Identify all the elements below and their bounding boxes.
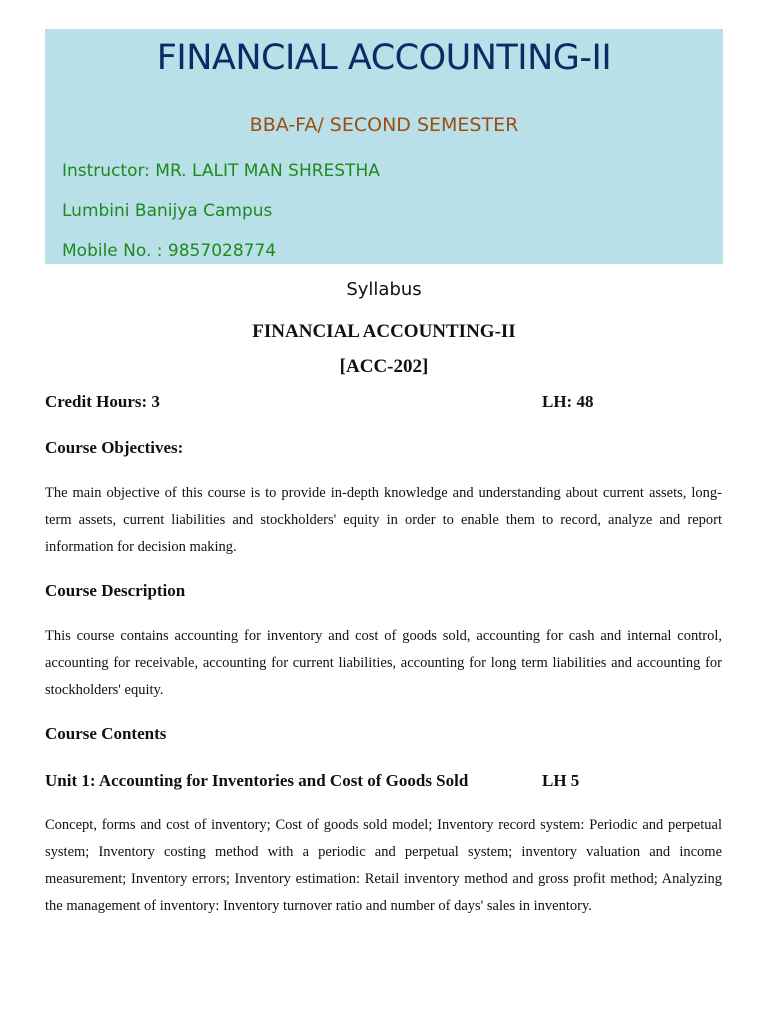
mobile-line: Mobile No. : 9857028774 — [62, 241, 277, 261]
unit-1-hours: LH 5 — [542, 771, 580, 790]
credit-hours: Credit Hours: 3 — [45, 392, 160, 411]
contents-heading: Course Contents — [45, 724, 167, 743]
document-page — [45, 29, 723, 914]
header-banner — [45, 29, 723, 264]
syllabus-label: Syllabus — [346, 279, 422, 300]
course-title: FINANCIAL ACCOUNTING-II — [252, 321, 516, 342]
instructor-line: Instructor: MR. LALIT MAN SHRESTHA — [62, 161, 380, 181]
lecture-hours: LH: 48 — [542, 392, 594, 411]
credit-row — [45, 392, 723, 412]
description-heading: Course Description — [45, 581, 186, 600]
course-code: [ACC-202] — [339, 356, 429, 377]
banner-title: FINANCIAL ACCOUNTING-II — [156, 38, 612, 78]
unit-1-title: Unit 1: Accounting for Inventories and Cost of Goods Sold — [45, 771, 469, 790]
unit-1-paragraph: Concept, forms and cost of inventory; Cost of goods sold model; Inventory record system: Periodic and perpetual system; Inventory costing method with a periodic and perpetual system; inventory valuation and income measurement; Inventory errors; Inventory estimation: Retail inventory method and gross profit method; Analyzing the management of inventory: Inventory turnover ratio and number of days' sales in inventory. — [45, 817, 722, 914]
banner-subtitle: BBA-FA/ SECOND SEMESTER — [249, 114, 519, 136]
objectives-paragraph: The main objective of this course is to provide in-depth knowledge and understanding about current assets, long-term assets, current liabilities and stockholders' equity in order to enable them to record, analyze and report information for decision making. — [45, 485, 722, 555]
unit-1-heading-row — [45, 771, 723, 791]
description-paragraph: This course contains accounting for inventory and cost of goods sold, accounting for cash and internal control, accounting for receivable, accounting for current liabilities, accounting for long term liabilities and accounting for stockholders' equity. — [45, 628, 722, 698]
objectives-heading: Course Objectives: — [45, 438, 184, 457]
campus-line: Lumbini Banijya Campus — [62, 201, 273, 221]
